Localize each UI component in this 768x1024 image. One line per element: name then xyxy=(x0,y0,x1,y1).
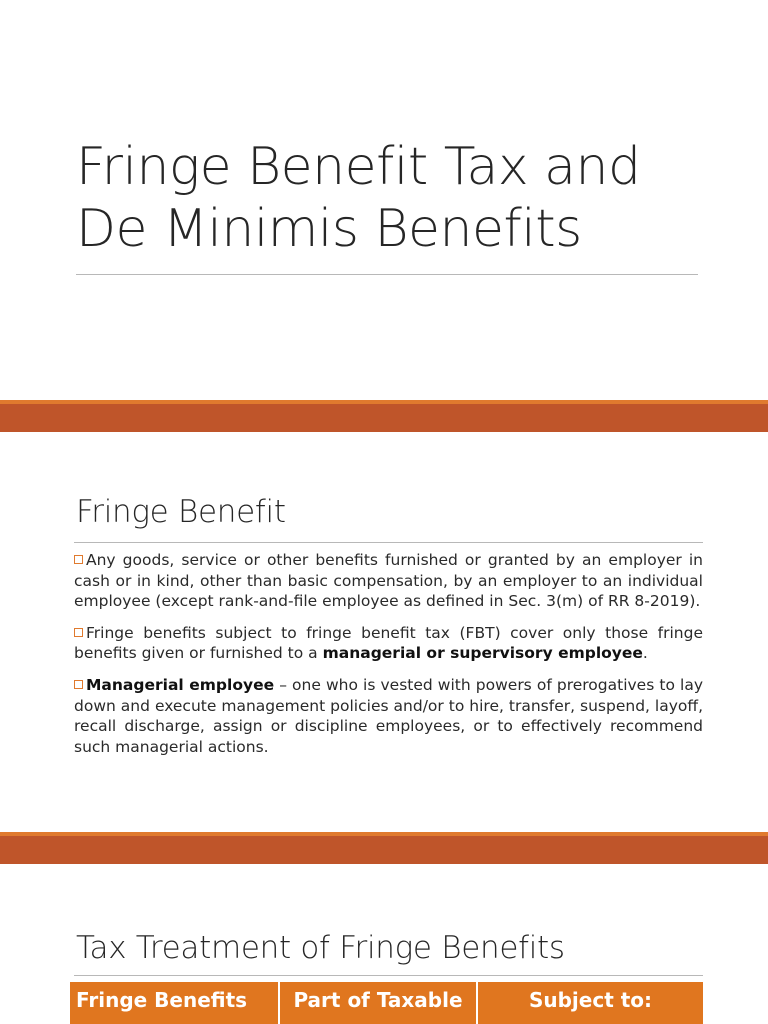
table-header-cell: Subject to: xyxy=(478,982,703,1024)
bullet-text: Fringe benefits subject to fringe benefit tax (FBT) cover only those fringe benefits given or furnished to a xyxy=(74,623,703,663)
slide-title: Tax Treatment of Fringe Benefits xyxy=(76,930,565,966)
bullet-item xyxy=(74,550,703,612)
checkbox-bullet-icon xyxy=(74,628,83,637)
title-slide xyxy=(0,0,768,400)
bullet-item xyxy=(74,623,703,664)
slide-divider xyxy=(0,832,768,864)
bullet-bold-text: Managerial employee xyxy=(86,675,275,694)
title-underline xyxy=(76,274,698,275)
bullet-text-end: . xyxy=(642,644,648,663)
slide-title-underline xyxy=(74,975,703,976)
presentation-title xyxy=(76,136,640,260)
title-line-2: De Minimis Benefits xyxy=(76,199,582,259)
tax-treatment-slide xyxy=(0,864,768,1024)
bullet-item xyxy=(74,675,703,757)
checkbox-bullet-icon xyxy=(74,680,83,689)
slide-title-underline xyxy=(74,542,703,543)
table-header-cell: Fringe Benefits xyxy=(70,982,280,1024)
table-header-cell: Part of Taxable xyxy=(280,982,478,1024)
bullet-text: Any goods, service or other benefits furnished or granted by an employer in cash or in kind, other than basic compensation, by an employer to an individual employee (except rank-and-file employee as defined in Sec. 3(m) of RR 8-2019). xyxy=(74,551,703,611)
checkbox-bullet-icon xyxy=(74,555,83,564)
title-line-1: Fringe Benefit Tax and xyxy=(76,137,641,197)
fringe-benefit-slide xyxy=(0,432,768,832)
bullet-list xyxy=(74,550,703,768)
table-header-row xyxy=(70,982,703,1024)
bullet-bold-text: managerial or supervisory employee xyxy=(322,644,643,663)
slide-title: Fringe Benefit xyxy=(76,494,286,530)
slide-divider xyxy=(0,400,768,432)
bullet-text: – one who is vested with powers of prerogatives to lay down and execute management policies and/or to hire, transfer, suspend, layoff, recall discharge, assign or discipline employees, or to effectively recommend such managerial actions. xyxy=(74,675,703,756)
